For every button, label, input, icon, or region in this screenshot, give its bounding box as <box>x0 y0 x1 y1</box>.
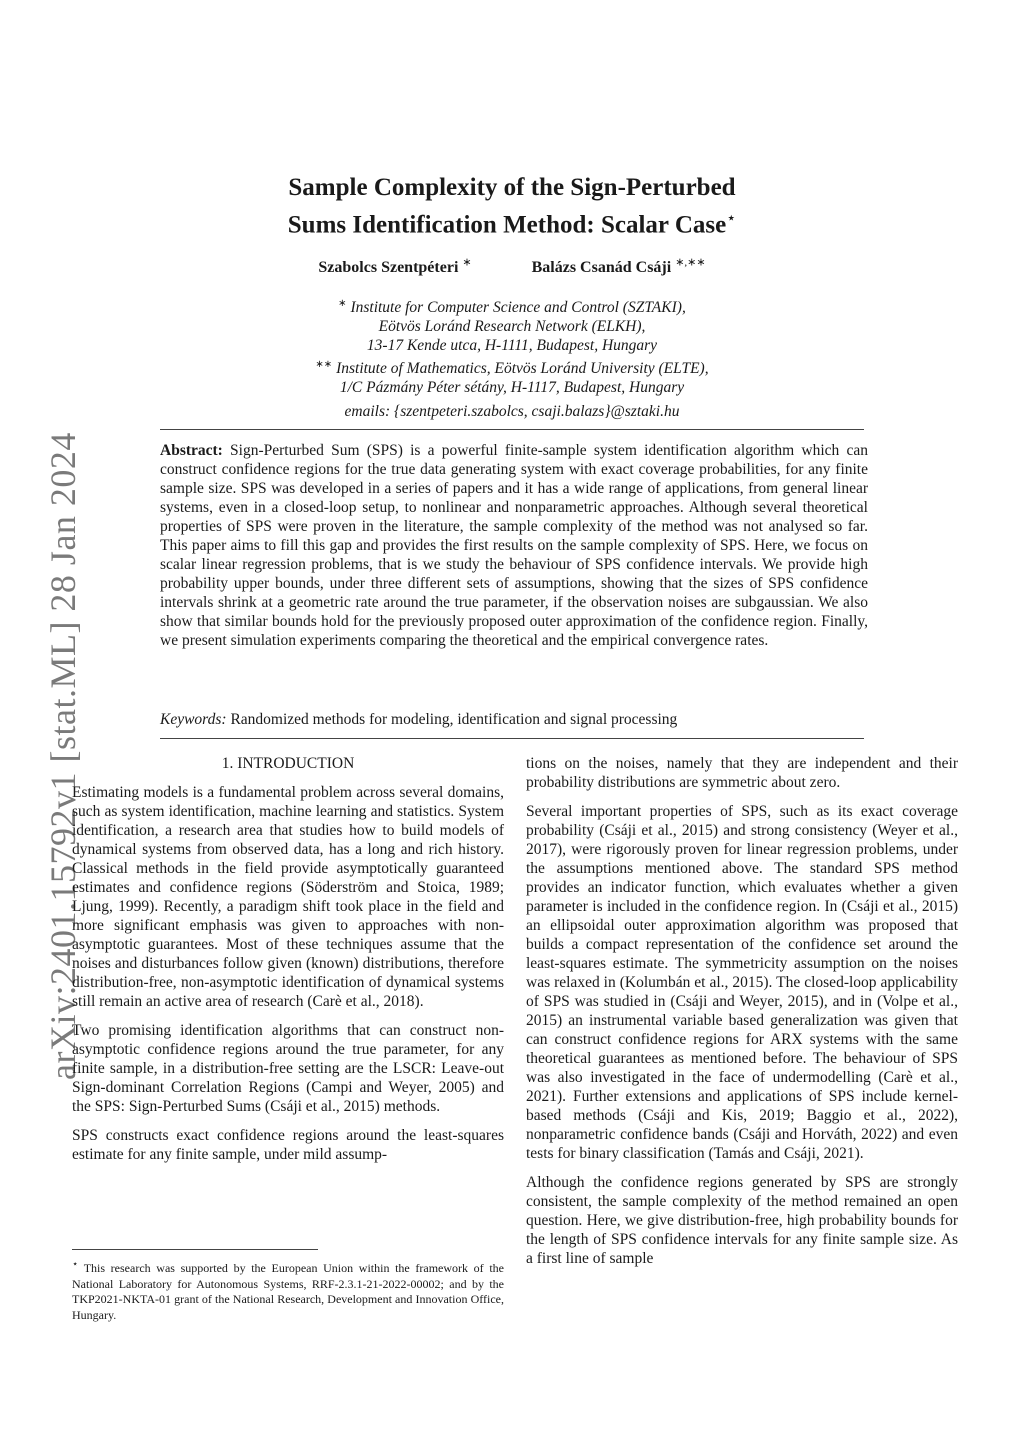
footnote-rule <box>72 1249 318 1250</box>
section-heading-introduction: 1. INTRODUCTION <box>221 755 355 772</box>
right-paragraph-1: tions on the noises, namely that they are independent and their probability distributions are symmetric about zero. <box>526 755 958 791</box>
affiliation-2-line-1: Institute of Mathematics, Eötvös Loránd University (ELTE), <box>336 360 709 378</box>
footnote-mark: ⋆ <box>72 1259 79 1270</box>
arxiv-identifier-stamp: arXiv:2401.15792v1 [stat.ML] 28 Jan 2024 <box>43 432 83 1080</box>
affiliation-2-mark: ∗∗ <box>315 359 333 371</box>
author-2-mark: ∗,∗∗ <box>675 257 706 269</box>
paper-title <box>0 172 1024 240</box>
right-paragraph-2: Several important properties of SPS, such as its exact coverage probability (Csáji et al., 2015) and strong consistency (Weyer et al., 2017), were rigorously proven for linear regression problems, under the assumptions mentioned above. The standard SPS method provides an indicator function, which evaluates whether a given parameter is included in the confidence region. In (Csáji et al., 2015) an ellipsoidal outer approximation algorithm was proposed that builds a compact representation of the confidence set around the least-squares estimate. The symmetricity assumption on the noises was relaxed in (Kolumbán et al., 2015). The closed-loop applicability of SPS was studied in (Csáji and Weyer, 2015), and in (Volpe et al., 2015) an instrumental variable based generalization was given that can construct confidence regions for ARX systems with the same theoretical guarantees as mentioned before. The behaviour of SPS was also investigated in the face of undermodelling (Carè et al., 2021). Further extensions and applications of SPS include kernel-based methods (Csáji and Kis, 2019; Baggio et al., 2022), nonparametric confidence bands (Csáji and Horváth, 2022) and even tests for binary classification (Tamás and Csáji, 2021). <box>526 803 958 1162</box>
keywords-text: Randomized methods for modeling, identification and signal processing <box>230 711 678 728</box>
title-line-1: Sample Complexity of the Sign-Perturbed <box>288 174 736 201</box>
author-1-mark: ∗ <box>462 257 472 269</box>
author-1 <box>318 259 471 276</box>
footnote <box>72 1257 504 1323</box>
left-column <box>72 754 504 1174</box>
abstract <box>160 441 868 650</box>
author-emails: emails: {szentpeteri.szabolcs, csaji.balazs}@sztaki.hu <box>344 403 680 421</box>
affiliation-1-mark: ∗ <box>338 298 347 309</box>
footnote-text: This research was supported by the European Union within the framework of the National Laboratory for Autonomous Systems, RRF-2.3.1-21-2022-00002; and by the TKP2021-NKTA-01 grant of the National Research, Development and Innovation Office, Hungary. <box>72 1261 504 1322</box>
author-list <box>0 256 1024 277</box>
author-2-name: Balázs Csanád Csáji <box>531 259 672 277</box>
abstract-bottom-rule <box>160 738 864 739</box>
intro-paragraph-1: Estimating models is a fundamental problem across several domains, such as system identification, machine learning and statistics. System identification, a research area that studies how to build models of dynamical systems from observed data, has a long and rich history. Classical methods in the field provide asymptotically guaranteed estimates and confidence regions (Söderström and Stoica, 1989; Ljung, 1999). Recently, a paradigm shift took place in the field and more significant emphasis was given to approaches with non-asymptotic guarantees. Most of these techniques assume that the noises and disturbances follow given (known) distributions, therefore distribution-free, non-asymptotic identification of dynamical systems still remain an active area of research (Carè et al., 2018). <box>72 784 504 1010</box>
abstract-top-rule <box>160 429 864 430</box>
affiliation-2-line-2: 1/C Pázmány Péter sétány, H-1117, Budapest, Hungary <box>339 379 685 397</box>
affiliation-1-line-1: Institute for Computer Science and Control (SZTAKI), <box>350 299 686 317</box>
keywords-label: Keywords: <box>160 711 227 728</box>
affiliation-1-line-3: 13-17 Kende utca, H-1111, Budapest, Hungary <box>366 337 658 355</box>
author-2 <box>532 259 706 276</box>
intro-paragraph-3: SPS constructs exact confidence regions around the least-squares estimate for any finite sample, under mild assump- <box>72 1127 504 1163</box>
abstract-label: Abstract: <box>160 442 223 459</box>
intro-paragraph-2: Two promising identification algorithms that can construct non-asymptotic confidence regions around the true parameter, for any finite sample, in a distribution-free setting are the LSCR: Leave-out Sign-dominant Correlation Regions (Campi and Weyer, 2005) and the SPS: Sign-Perturbed Sums (Csáji et al., 2015) methods. <box>72 1022 504 1115</box>
keywords <box>160 710 868 729</box>
title-footnote-marker: ⋆ <box>726 210 737 227</box>
right-paragraph-3: Although the confidence regions generated by SPS are strongly consistent, the sample complexity of the method remained an open question. Here, we give distribution-free, high probability bounds for the length of SPS confidence intervals for any finite sample size. As a first line of sample <box>526 1174 958 1267</box>
title-line-2: Sums Identification Method: Scalar Case <box>287 211 727 239</box>
affiliation-1-line-2: Eötvös Loránd Research Network (ELKH), <box>378 318 646 336</box>
right-column <box>526 754 958 1278</box>
affiliations <box>0 294 1024 421</box>
abstract-text: Sign-Perturbed Sum (SPS) is a powerful finite-sample system identification algorithm which can construct confidence regions for the true data generating system with exact coverage probabilities, for any finite sample size. SPS was developed in a series of papers and it has a wide range of applications, from general linear systems, even in a closed-loop setup, to nonlinear and nonparametric approaches. Although several theoretical properties of SPS were proven in the literature, the sample complexity of the method was not analysed so far. This paper aims to fill this gap and provides the first results on the sample complexity of SPS. Here, we focus on scalar linear regression problems, that is we study the behaviour of SPS confidence intervals. We provide high probability upper bounds, under three different sets of assumptions, showing that the sizes of SPS confidence intervals shrink at a geometric rate around the true parameter, if the observation noises are subgaussian. We also show that similar bounds hold for the previously proposed outer approximation of the confidence region. Finally, we present simulation experiments comparing the theoretical and the empirical convergence rates. <box>160 442 868 649</box>
author-1-name: Szabolcs Szentpéteri <box>318 259 459 277</box>
